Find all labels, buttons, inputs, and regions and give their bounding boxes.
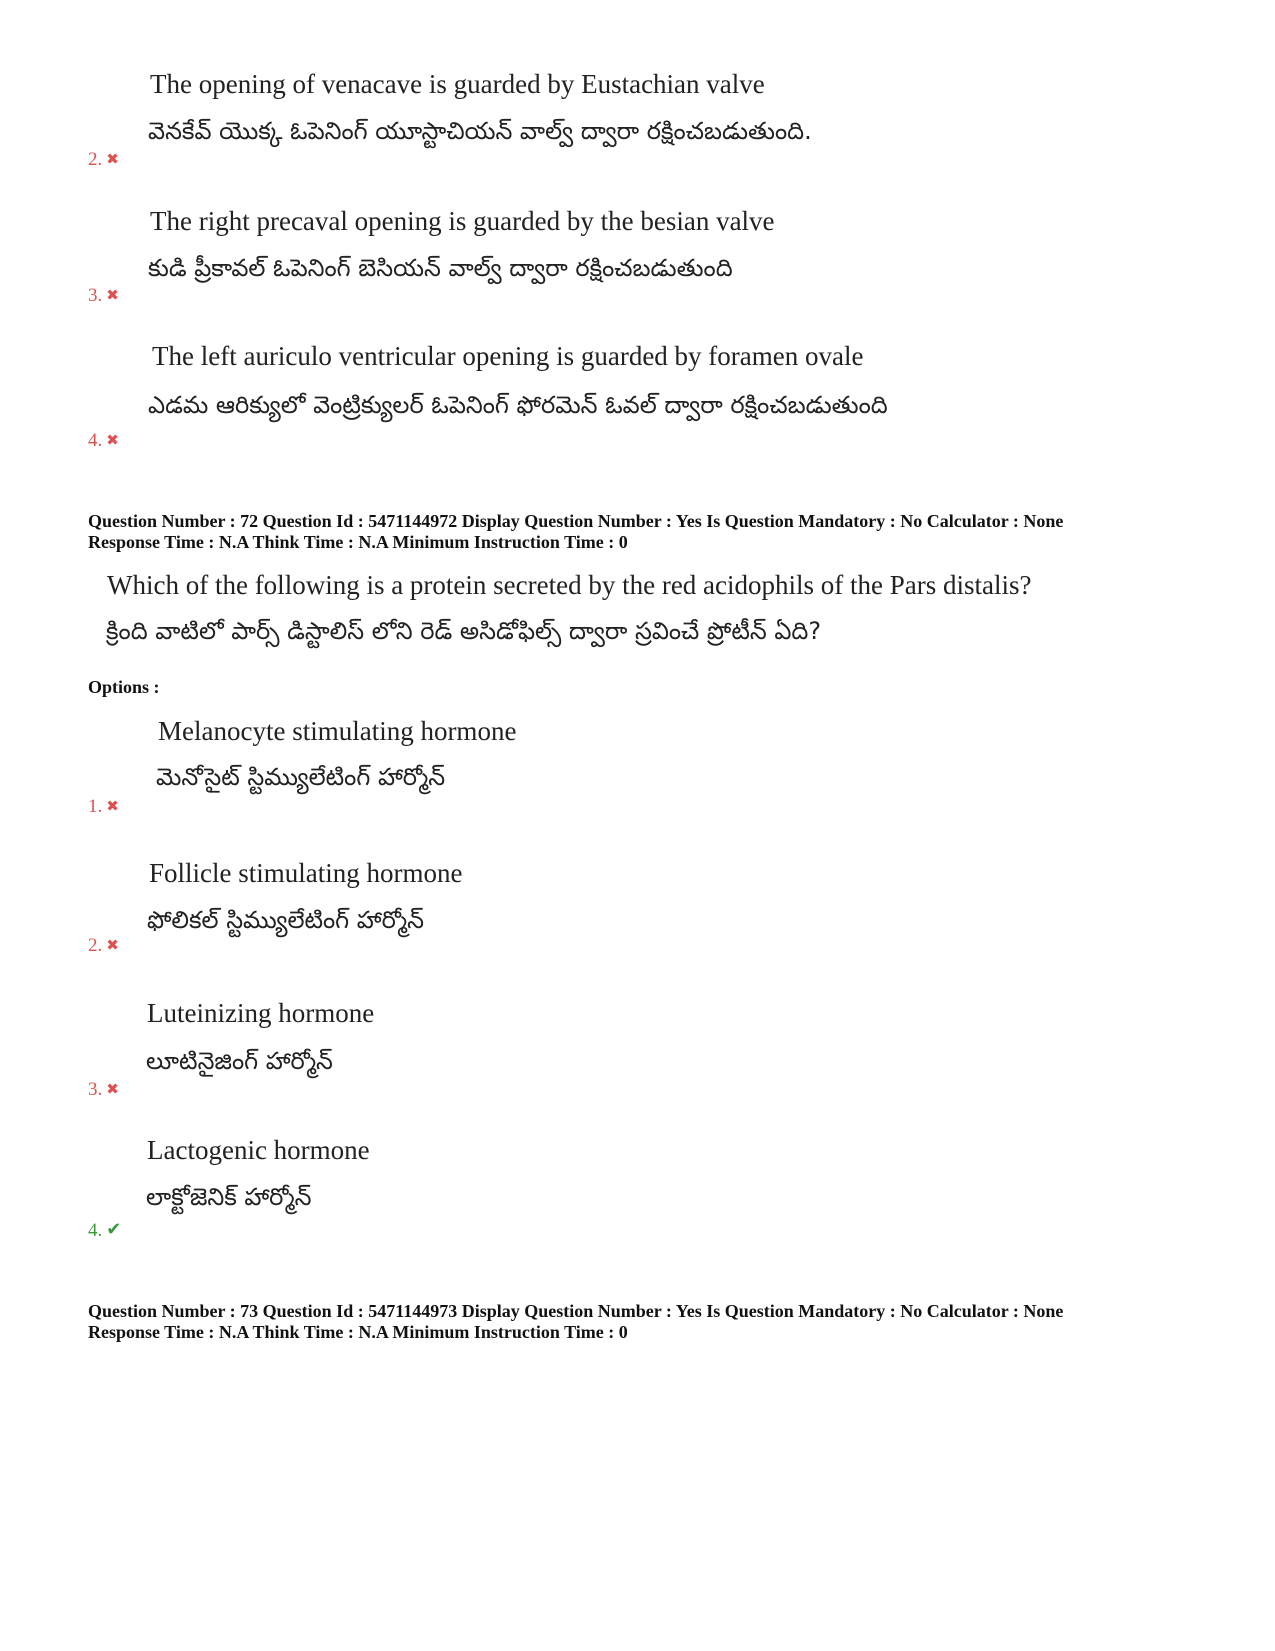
q72-option-1-text-te: మెనోసైట్ స్టిమ్యులేటింగ్ హార్మోన్ [156, 763, 446, 791]
option-3-text-te: కుడి ప్రీకావల్ ఓపెనింగ్ బెసియన్ వాల్వ్ ద్వారా రక్షించబడుతుంది [148, 254, 733, 282]
wrong-mark-icon: ✖ [106, 936, 119, 954]
option-3-number [88, 284, 119, 307]
q72-option-3-text-te: లూటినైజింగ్ హార్మోన్ [146, 1047, 333, 1075]
q72-option-1-number [88, 795, 119, 818]
option-number-label: 4. [88, 1220, 103, 1241]
question-73-meta-line2: Response Time : N.A Think Time : N.A Minimum Instruction Time : 0 [88, 1322, 628, 1342]
option-4-number [88, 429, 119, 452]
wrong-mark-icon: ✖ [106, 431, 119, 449]
question-72-text-en: Which of the following is a protein secreted by the red acidophils of the Pars distalis? [107, 570, 1032, 600]
option-2-text-en: The opening of venacave is guarded by Eustachian valve [150, 69, 765, 99]
option-number-label: 2. [88, 935, 103, 956]
option-number-label: 2. [88, 149, 103, 170]
q72-option-2-number [88, 934, 119, 957]
q72-option-3-text-en: Luteinizing hormone [147, 998, 375, 1028]
question-72-meta-line2: Response Time : N.A Think Time : N.A Minimum Instruction Time : 0 [88, 532, 628, 552]
option-2-text-te: వెనకేవ్ యొక్క ఓపెనింగ్ యూస్టాచియన్ వాల్వ్ ద్వారా రక్షించబడుతుంది. [148, 117, 812, 145]
q72-option-1-text-en: Melanocyte stimulating hormone [158, 716, 517, 746]
question-73-meta-line1: Question Number : 73 Question Id : 5471144973 Display Question Number : Yes Is Question Mandatory : No Calculator : None [88, 1301, 1064, 1321]
wrong-mark-icon: ✖ [106, 1080, 119, 1098]
q72-option-2-text-en: Follicle stimulating hormone [149, 858, 463, 888]
option-3-text-en: The right precaval opening is guarded by the besian valve [150, 206, 775, 236]
q72-option-4-text-en: Lactogenic hormone [147, 1135, 370, 1165]
wrong-mark-icon: ✖ [106, 150, 119, 168]
q72-option-4-text-te: లాక్టోజెనిక్ హార్మోన్ [146, 1183, 312, 1211]
wrong-mark-icon: ✖ [106, 797, 119, 815]
correct-check-icon: ✔ [106, 1219, 122, 1240]
q72-option-3-number [88, 1078, 119, 1101]
question-72-meta-line1: Question Number : 72 Question Id : 5471144972 Display Question Number : Yes Is Question Mandatory : No Calculator : None [88, 511, 1064, 531]
option-number-label: 4. [88, 430, 103, 451]
options-label: Options : [88, 677, 160, 697]
q72-option-2-text-te: ఫోలికల్ స్టిమ్యులేటింగ్ హార్మోన్ [147, 906, 424, 934]
option-2-number [88, 148, 119, 171]
question-72-text-te: క్రింది వాటిలో పార్స్ డిస్టాలిస్ లోని రెడ్ అసిడోఫిల్స్ ద్వారా స్రవించే ప్రోటీన్ ఏది? [106, 617, 822, 645]
option-4-text-te: ఎడమ ఆరిక్యులో వెంట్రిక్యులర్ ఓపెనింగ్ ఫోరమెన్ ఓవల్ ద్వారా రక్షించబడుతుంది [148, 391, 888, 419]
option-number-label: 3. [88, 285, 103, 306]
option-number-label: 1. [88, 796, 103, 817]
option-number-label: 3. [88, 1079, 103, 1100]
option-4-text-en: The left auriculo ventricular opening is guarded by foramen ovale [152, 341, 864, 371]
wrong-mark-icon: ✖ [106, 286, 119, 304]
q72-option-4-number [88, 1219, 121, 1242]
